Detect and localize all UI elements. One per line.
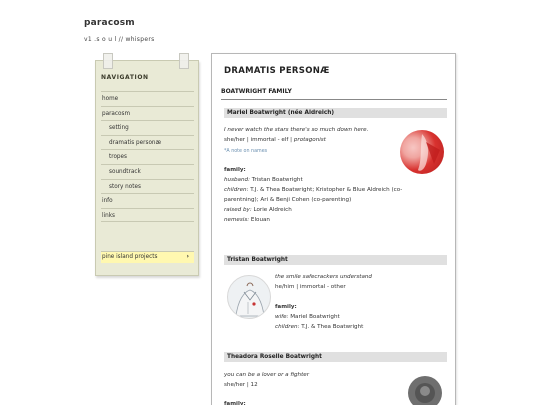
content-card — [211, 53, 456, 405]
pine-island-label: pine island projects — [102, 254, 158, 260]
site-subtitle: v1 .s o u l // whispers — [84, 36, 155, 43]
nemesis-value: Elouan — [249, 217, 270, 223]
nav-item-pine-island-projects[interactable] — [101, 251, 194, 263]
avatar-art — [228, 276, 271, 319]
avatar-art — [400, 130, 444, 174]
character-avatar — [408, 376, 442, 405]
character-name-bar: Tristan Boatwright — [224, 255, 447, 265]
meta-role: protagonist — [293, 137, 326, 143]
avatar-art — [408, 376, 442, 405]
family-label: family: — [275, 304, 297, 310]
nav-item-soundtrack[interactable]: soundtrack — [101, 164, 194, 179]
children-line — [224, 187, 402, 193]
nav-item-paracosm[interactable]: paracosm — [101, 106, 194, 121]
raised-by-line — [224, 207, 292, 213]
character-meta: he/him | immortal - other — [275, 284, 346, 290]
children-key: children: — [224, 187, 249, 193]
husband-value: Tristan Boatwright — [249, 177, 303, 183]
page-title: DRAMATIS PERSONÆ — [224, 66, 330, 76]
family-heading: BOATWRIGHT FAMILY — [221, 88, 292, 95]
character-name-bar: Mariel Boatwright (née Aldreich) — [224, 108, 447, 118]
nav-item-setting[interactable]: setting — [101, 120, 194, 135]
wife-key: wife: — [275, 314, 289, 320]
site-title[interactable]: paracosm — [84, 18, 135, 28]
family-divider — [221, 99, 447, 100]
character-avatar — [227, 275, 271, 319]
family-label: family: — [224, 167, 246, 173]
note-on-names-link[interactable]: *A note on names — [224, 149, 268, 154]
children-value: T.J. & Thea Boatwright; Kristopher & Blue Aldreich (co- — [248, 187, 403, 193]
nav-item-dramatis-personae[interactable]: dramatis personæ — [101, 135, 194, 150]
nav-item-home[interactable]: home — [101, 91, 194, 106]
navigation-heading: NAVIGATION — [101, 74, 149, 81]
navigation-panel — [95, 60, 199, 276]
wife-value: Mariel Boatwright — [288, 314, 340, 320]
character-avatar — [400, 130, 444, 174]
nav-item-story-notes[interactable]: story notes — [101, 179, 194, 194]
nav-item-links[interactable]: links — [101, 208, 194, 223]
character-meta: she/her | 12 — [224, 382, 258, 388]
wife-line — [275, 314, 340, 320]
tape-right — [179, 53, 189, 69]
raised-value: Lorie Aldreich — [251, 207, 292, 213]
character-quote: the smile safecrackers understand — [275, 274, 372, 280]
nav-item-info[interactable]: info — [101, 193, 194, 208]
meta-text: she/her | immortal - elf | — [224, 137, 294, 143]
nemesis-line — [224, 217, 270, 223]
children-value: T.J. & Thea Boatwright — [299, 324, 364, 330]
children-line-cont: parentning); Ari & Benji Cohen (co-parenting) — [224, 197, 352, 203]
raised-key: raised by: — [224, 207, 252, 213]
nav-item-tropes[interactable]: tropes — [101, 149, 194, 164]
character-quote: I never watch the stars there's so much down here. — [224, 127, 369, 133]
character-quote: you can be a lover or a fighter — [224, 372, 310, 378]
navigation-list — [101, 91, 194, 222]
children-line — [275, 324, 363, 330]
character-meta — [224, 137, 326, 143]
husband-line — [224, 177, 303, 183]
tape-left — [103, 53, 113, 69]
family-label: family: — [224, 401, 246, 405]
chevron-right-icon: › — [186, 253, 189, 260]
children-key: children: — [275, 324, 300, 330]
nemesis-key: nemesis: — [224, 217, 250, 223]
husband-key: husband: — [224, 177, 250, 183]
character-name-bar: Theadora Roselle Boatwright — [224, 352, 447, 362]
